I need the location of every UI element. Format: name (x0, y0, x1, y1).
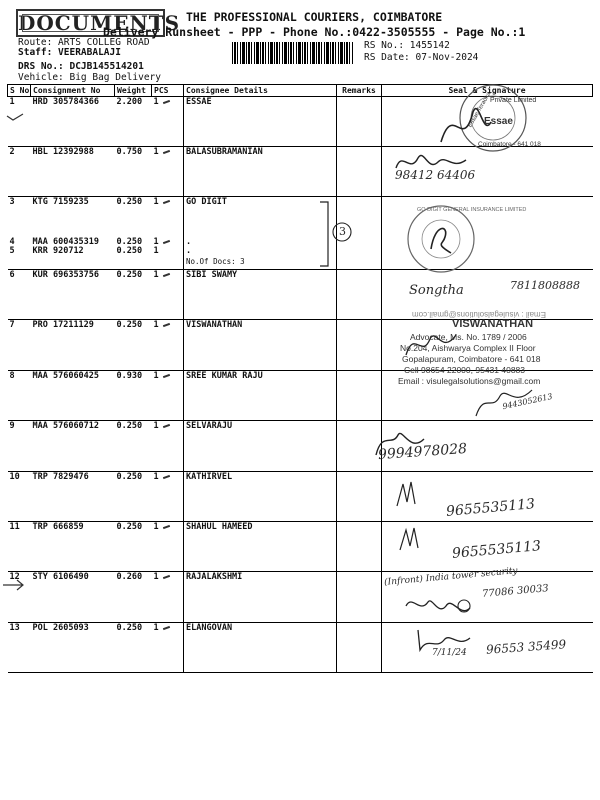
col-header-weight: Weight (115, 85, 152, 97)
pcs-value: 1 (153, 147, 159, 157)
raja-note: (Infront) India tower security (383, 566, 518, 588)
tick-mark (162, 199, 169, 203)
tick-mark (162, 322, 169, 326)
consignment-3: KTG 7159235 (32, 197, 89, 207)
cell-pcs (152, 320, 184, 371)
cell-sno: 8 (8, 371, 31, 421)
tick-mark (162, 625, 169, 629)
cell-weight: 0.250 (115, 472, 152, 522)
cell-pcs (152, 472, 184, 522)
pcs-value: 1 (153, 320, 159, 330)
signature-kathirvel (393, 478, 423, 510)
cell-sno: 12 (8, 572, 31, 623)
cell-pcs (152, 572, 184, 623)
cell-pcs (152, 97, 184, 147)
cell-consignment: TRP 7829476 (31, 472, 115, 522)
sno-5: 5 (9, 246, 15, 256)
documents-stamp: DOCUMENTS (18, 11, 181, 35)
bracket-mark (318, 200, 358, 270)
route-line: Route: ARTS COLLEG ROAD (18, 37, 150, 48)
col-header-consignee: Consignee Details (184, 85, 337, 97)
company-name: THE PROFESSIONAL COURIERS, COIMBATORE (186, 10, 443, 24)
consignee-4: . (186, 237, 192, 247)
tick-mark (162, 272, 169, 276)
consignee-3: GO DIGIT (186, 197, 227, 207)
barcode (232, 42, 354, 64)
cell-remarks (337, 623, 382, 673)
consignment-4: MAA 600435319 (32, 237, 100, 247)
kathir-phone: 9655535113 (445, 496, 536, 520)
sibi-phone: 7811808888 (510, 279, 580, 292)
cell-sno: 13 (8, 623, 31, 673)
cell-remarks (337, 97, 382, 147)
cell-weight (115, 197, 152, 270)
cell-sno: 1 (8, 97, 31, 147)
elan-date: 7/11/24 (432, 648, 467, 658)
cell-consignment (31, 197, 115, 270)
table-row (8, 147, 593, 197)
cell-sno: 9 (8, 421, 31, 472)
col-header-consignment: Consignment No (31, 85, 115, 97)
vis-stamp-name: VISWANATHAN (452, 318, 534, 330)
cell-sno (8, 197, 31, 270)
pcs-3: 1 (153, 197, 159, 207)
cell-consignment: HBL 12392988 (31, 147, 115, 197)
cell-weight: 0.250 (115, 320, 152, 371)
cell-consignee: SIBI SWAMY (184, 270, 337, 320)
vis-stamp-ghost: Email : visulegalsolutions@gmail.com (412, 310, 546, 319)
cell-remarks (337, 522, 382, 572)
docs-count-note: No.Of Docs: 3 (186, 257, 245, 266)
sree-phone: 9443052613 (501, 391, 554, 412)
pcs-value: 1 (153, 522, 159, 532)
cell-sno: 11 (8, 522, 31, 572)
tick-mark (162, 524, 169, 528)
table-row (8, 421, 593, 472)
cell-consignment: STY 6106490 (31, 572, 115, 623)
drs-line: DRS No.: DCJB145514201 (18, 61, 144, 72)
col-header-pcs: PCS (152, 85, 184, 97)
cell-consignee: KATHIRVEL (184, 472, 337, 522)
cell-pcs (152, 371, 184, 421)
pcs-value: 1 (153, 371, 159, 381)
tick-mark (162, 574, 169, 578)
cell-weight: 0.250 (115, 421, 152, 472)
tick-mark (162, 474, 169, 478)
cell-consignee: RAJALAKSHMI (184, 572, 337, 623)
tick-mark (162, 373, 169, 377)
cell-sno: 6 (8, 270, 31, 320)
col-header-remarks: Remarks (337, 85, 382, 97)
cell-pcs (152, 147, 184, 197)
consignment-5: KRR 920712 (32, 246, 84, 256)
cell-consignment: MAA 576060425 (31, 371, 115, 421)
cell-consignee: VISWANATHAN (184, 320, 337, 371)
runsheet-title: Delivery Runsheet - PPP - Phone No.:0422-3505555 - Page No.:1 (103, 25, 526, 39)
godigit-seal-icon (405, 203, 477, 275)
godigit-ring-text: GO DIGIT GENERAL INSURANCE LIMITED (417, 207, 527, 213)
tick-mark (162, 423, 169, 427)
cell-consignee: ELANGOVAN (184, 623, 337, 673)
cell-consignment: HRD 305784366 (31, 97, 115, 147)
cell-consignee: SREE KUMAR RAJU (184, 371, 337, 421)
selva-phone: 9994978028 (377, 440, 468, 464)
tick-mark (162, 239, 169, 243)
cell-pcs (152, 197, 184, 270)
signature-viswanathan (402, 325, 462, 365)
cell-consignment: KUR 696353756 (31, 270, 115, 320)
signature-sree (470, 382, 540, 422)
cell-consignee (184, 197, 337, 270)
cell-remarks (337, 147, 382, 197)
cell-consignment: TRP 666859 (31, 522, 115, 572)
weight-4: 0.250 (116, 237, 143, 247)
vis-stamp-line-5: Email : visulegalsolutions@gmail.com (398, 376, 541, 386)
rs-date: RS Date: 07-Nov-2024 (364, 52, 479, 63)
sno-3: 3 (9, 197, 15, 207)
cell-weight: 0.250 (115, 522, 152, 572)
pcs-5: 1 (153, 246, 159, 256)
circled-count: 3 (339, 225, 346, 238)
signature-shahul (396, 524, 426, 554)
staff-line: Staff: VEERABALAJI (18, 47, 121, 58)
pcs-value: 1 (153, 572, 159, 582)
weight-3: 0.250 (116, 197, 143, 207)
vis-stamp-line-2: No.204, Aishwarya Complex II Floor (400, 343, 536, 353)
cell-weight: 0.930 (115, 371, 152, 421)
vis-stamp-line-4: Cell 98654 22000, 95431 40883 (404, 365, 525, 375)
pcs-value: 1 (153, 270, 159, 280)
margin-check-mark (5, 108, 25, 122)
cell-pcs (152, 522, 184, 572)
cell-pcs (152, 421, 184, 472)
signature-rajalakshmi (402, 588, 482, 622)
cell-sno: 7 (8, 320, 31, 371)
shahul-phone: 9655535113 (451, 538, 542, 562)
essae-ring-left: Essae Teraoka (467, 91, 493, 129)
cell-consignee: SELVARAJU (184, 421, 337, 472)
pcs-value: 1 (153, 472, 159, 482)
cell-sno: 10 (8, 472, 31, 522)
vehicle-line: Vehicle: Big Bag Delivery (18, 72, 161, 83)
cell-weight: 2.200 (115, 97, 152, 147)
cell-weight: 0.750 (115, 147, 152, 197)
cell-consignment: POL 2605093 (31, 623, 115, 673)
cell-weight: 0.260 (115, 572, 152, 623)
cell-remarks (337, 572, 382, 623)
col-header-sno: S No (8, 85, 31, 97)
bala-phone: 98412 64406 (395, 168, 476, 182)
sibi-signature: Songtha (409, 283, 464, 298)
cell-remarks (337, 472, 382, 522)
essae-seal-label: Essae (484, 116, 513, 127)
pcs-4: 1 (153, 237, 159, 247)
cell-sno: 2 (8, 147, 31, 197)
essae-ring-top: Private Limited (490, 97, 537, 104)
cell-consignment: MAA 576060712 (31, 421, 115, 472)
cell-remarks (337, 320, 382, 371)
vis-stamp-line-1: Advocate, Ms. No. 1789 / 2006 (410, 332, 527, 342)
cell-consignee: ESSAE (184, 97, 337, 147)
cell-remarks (337, 270, 382, 320)
cell-weight: 0.250 (115, 623, 152, 673)
raja-phone: 77086 30033 (481, 583, 550, 600)
pcs-value: 1 (153, 421, 159, 431)
cell-pcs (152, 623, 184, 673)
elan-phone: 96553 35499 (485, 637, 567, 657)
cell-consignee: SHAHUL HAMEED (184, 522, 337, 572)
cell-remarks (337, 371, 382, 421)
weight-5: 0.250 (116, 246, 143, 256)
margin-arrow-mark (1, 578, 27, 592)
cell-consignment: PRO 17211129 (31, 320, 115, 371)
rs-number: RS No.: 1455142 (364, 40, 450, 51)
tick-mark (162, 99, 169, 103)
consignee-5: . (186, 246, 192, 256)
cell-pcs (152, 270, 184, 320)
tick-mark (162, 149, 169, 153)
cell-weight: 0.250 (115, 270, 152, 320)
essae-ring-bottom: Coimbatore - 641 018 (478, 141, 541, 148)
pcs-value: 1 (153, 97, 159, 107)
vis-stamp-line-3: Gopalapuram, Coimbatore - 641 018 (402, 354, 541, 364)
pcs-value: 1 (153, 623, 159, 633)
sno-4: 4 (9, 237, 15, 247)
cell-consignee: BALASUBRAMANIAN (184, 147, 337, 197)
col-header-seal: Seal & Signature (382, 85, 593, 97)
